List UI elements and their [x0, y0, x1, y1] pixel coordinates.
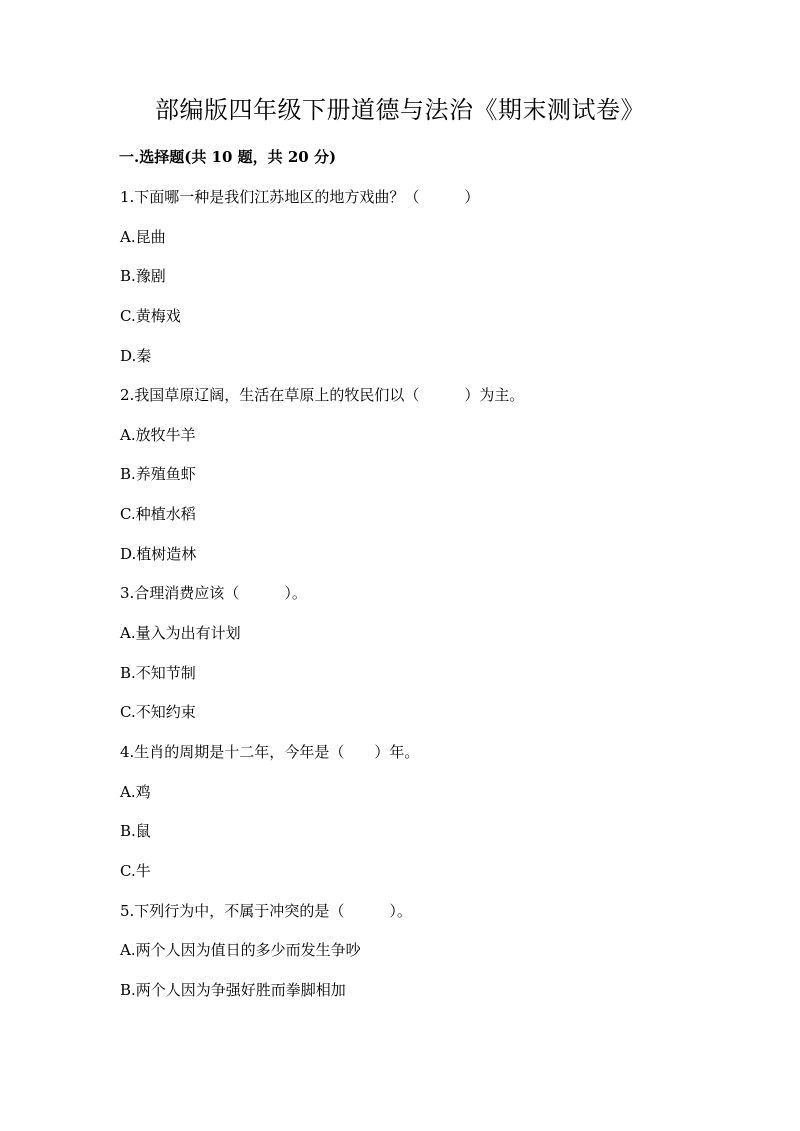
question-5-option-b: B.两个人因为争强好胜而拳脚相加 [120, 980, 346, 999]
question-1-option-a: A.昆曲 [120, 227, 166, 246]
question-3-option-c: C.不知约束 [120, 703, 196, 722]
question-4-option-a: A.鸡 [120, 782, 151, 801]
question-3-stem: 3.合理消费应该（ ）。 [120, 584, 307, 603]
question-3-option-b: B.不知节制 [120, 663, 196, 682]
question-2-option-a: A.放牧牛羊 [120, 425, 196, 444]
question-2-option-d: D.植树造林 [120, 544, 197, 563]
question-list [120, 185, 760, 1017]
question-3-option-a: A.量入为出有计划 [120, 624, 241, 643]
question-1-option-b: B.豫剧 [120, 267, 166, 286]
question-2-stem: 2.我国草原辽阔，生活在草原上的牧民们以（ ）为主。 [120, 386, 525, 405]
question-4-stem: 4.生肖的周期是十二年，今年是（ ）年。 [120, 742, 420, 761]
question-5-stem: 5.下列行为中，不属于冲突的是（ ）。 [120, 901, 412, 920]
page-title: 部编版四年级下册道德与法治《期末测试卷》 [155, 96, 645, 124]
question-2-option-b: B.养殖鱼虾 [120, 465, 196, 484]
question-1-option-c: C.黄梅戏 [120, 306, 181, 325]
question-1-stem: 1.下面哪一种是我们江苏地区的地方戏曲？（ ） [120, 188, 480, 206]
question-5-option-a: A.两个人因为值日的多少而发生争吵 [120, 941, 361, 960]
question-2-option-c: C.种植水稻 [120, 505, 196, 524]
question-4-option-b: B.鼠 [120, 822, 151, 841]
question-4-option-c: C.牛 [120, 861, 151, 880]
question-1-option-d: D.秦 [120, 346, 152, 365]
section-heading: 一.选择题(共 10 题，共 20 分) [119, 148, 337, 166]
